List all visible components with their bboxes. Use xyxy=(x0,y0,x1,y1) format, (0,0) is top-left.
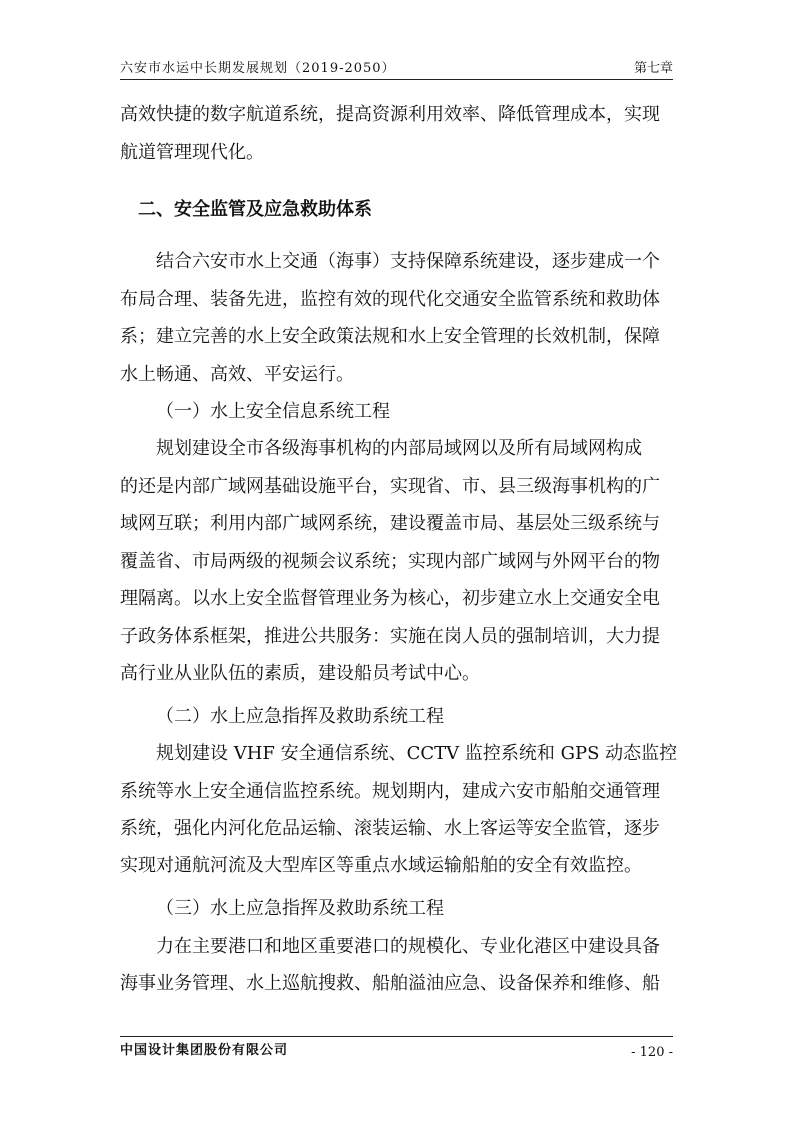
body-text-line: 布局合理、装备先进，监控有效的现代化交通安全监管系统和救助体 xyxy=(120,289,660,310)
body-text-line: 的还是内部广域网基础设施平台，实现省、市、县三级海事机构的广 xyxy=(120,476,660,497)
paragraph-first-line: 规划建设 VHF 安全通信系统、CCTV 监控系统和 GPS 动态监控 xyxy=(156,743,678,764)
body-text-line: 系统等水上安全通信监控系统。规划期内，建成六安市船舶交通管理 xyxy=(120,781,660,802)
header-title: 六安市水运中长期发展规划（2019-2050） xyxy=(120,61,396,76)
body-text-line: 海事业务管理、水上巡航搜救、船舶溢油应急、设备保养和维修、船 xyxy=(120,973,660,994)
page-footer xyxy=(120,1036,673,1067)
body-text-line: 航道管理现代化。 xyxy=(120,142,264,163)
body-text-line: 水上畅通、高效、平安运行。 xyxy=(120,364,354,385)
company-logo-text: 中国设计集团股份有限公司 xyxy=(120,1043,289,1058)
body-text-line: 高效快捷的数字航道系统，提高资源利用效率、降低管理成本，实现 xyxy=(120,104,660,125)
subsection-heading: （三）水上应急指挥及救助系统工程 xyxy=(156,898,444,919)
body-text-line: 系统，强化内河化危品运输、滚装运输、水上客运等安全监管，逐步 xyxy=(120,818,660,839)
page-number: - 120 - xyxy=(631,1045,673,1060)
body-text-line: 实现对通航河流及大型库区等重点水域运输船舶的安全有效监控。 xyxy=(120,855,642,876)
page-header xyxy=(120,53,673,80)
paragraph-first-line: 力在主要港口和地区重要港口的规模化、专业化港区中建设具备 xyxy=(156,936,660,957)
body-text-line: 系；建立完善的水上安全政策法规和水上安全管理的长效机制，保障 xyxy=(120,326,660,347)
body-text-line: 覆盖省、市局两级的视频会议系统；实现内部广域网与外网平台的物 xyxy=(120,551,660,572)
header-chapter: 第七章 xyxy=(633,61,673,76)
body-text-line: 域网互联；利用内部广域网系统，建设覆盖市局、基层处三级系统与 xyxy=(120,513,660,534)
body-text-line: 高行业从业队伍的素质，建设船员考试中心。 xyxy=(120,663,480,684)
subsection-heading: （一）水上安全信息系统工程 xyxy=(156,401,390,422)
subsection-heading: （二）水上应急指挥及救助系统工程 xyxy=(156,706,444,727)
body-text-line: 理隔离。以水上安全监督管理业务为核心，初步建立水上交通安全电 xyxy=(120,588,660,609)
section-heading: 二、安全监管及应急救助体系 xyxy=(138,199,372,220)
paragraph-first-line: 结合六安市水上交通（海事）支持保障系统建设，逐步建成一个 xyxy=(156,251,660,272)
body-text-line: 子政务体系框架，推进公共服务：实施在岗人员的强制培训，大力提 xyxy=(120,626,660,647)
paragraph-first-line: 规划建设全市各级海事机构的内部局域网以及所有局域网构成 xyxy=(156,438,642,459)
